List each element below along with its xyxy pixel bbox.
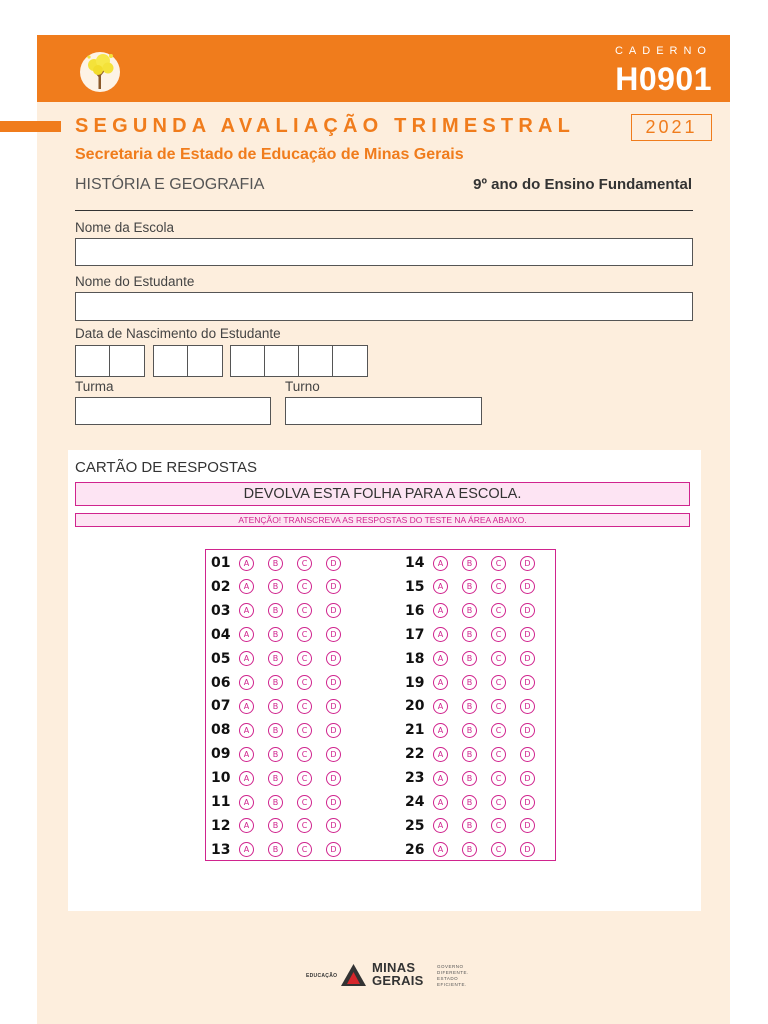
- footer-gov-slogan: [437, 964, 469, 988]
- footer-gov-line2: DIFERENTE.: [437, 970, 469, 975]
- answer-bubble-b[interactable]: B: [462, 699, 477, 714]
- question-row: [211, 768, 355, 788]
- answer-bubble-a[interactable]: A: [239, 842, 254, 857]
- birthdate-year-digit[interactable]: [333, 346, 367, 376]
- question-number: 20: [405, 698, 425, 715]
- caderno-label: CADERNO: [614, 45, 712, 57]
- answer-bubble-b[interactable]: B: [462, 842, 477, 857]
- birthdate-day-digit[interactable]: [110, 346, 144, 376]
- answer-bubble-b[interactable]: B: [268, 627, 283, 642]
- answer-bubble-a[interactable]: A: [433, 723, 448, 738]
- question-number: 15: [405, 578, 425, 595]
- answer-bubble-a[interactable]: A: [239, 771, 254, 786]
- footer-gov-line1: GOVERNO: [437, 964, 464, 969]
- answer-bubble-b[interactable]: B: [268, 651, 283, 666]
- answer-bubble-a[interactable]: A: [239, 818, 254, 833]
- question-number: 01: [211, 555, 231, 571]
- question-row: [405, 673, 549, 693]
- question-row: [405, 768, 549, 788]
- question-number: 24: [405, 794, 425, 810]
- answer-bubble-d[interactable]: D: [520, 651, 535, 666]
- question-row: [211, 577, 355, 597]
- answer-bubble-b[interactable]: B: [462, 747, 477, 762]
- question-number: 23: [405, 770, 425, 787]
- answer-card-title: CARTÃO DE RESPOSTAS: [75, 459, 257, 476]
- answer-bubble-c[interactable]: C: [297, 579, 312, 594]
- answer-bubble-d[interactable]: D: [326, 842, 341, 857]
- answer-bubble-b[interactable]: B: [268, 603, 283, 618]
- question-row: [211, 744, 355, 764]
- answer-bubble-d[interactable]: D: [326, 556, 341, 571]
- answer-bubble-a[interactable]: A: [239, 699, 254, 714]
- school-name-field[interactable]: [75, 238, 693, 266]
- answer-bubble-c[interactable]: C: [297, 723, 312, 738]
- answer-bubble-d[interactable]: D: [326, 603, 341, 618]
- answer-bubble-d[interactable]: D: [520, 699, 535, 714]
- answer-bubble-a[interactable]: A: [433, 818, 448, 833]
- answer-bubble-b[interactable]: B: [462, 579, 477, 594]
- question-number: 09: [211, 746, 231, 763]
- footer-logo: [306, 961, 476, 991]
- answer-bubble-b[interactable]: B: [462, 556, 477, 571]
- question-number: 26: [405, 841, 425, 858]
- answer-bubble-d[interactable]: D: [520, 747, 535, 762]
- footer-gov-line3: ESTADO: [437, 976, 459, 981]
- answer-bubble-c[interactable]: C: [491, 842, 506, 857]
- answer-bubble-c[interactable]: C: [491, 771, 506, 786]
- answer-bubble-a[interactable]: A: [239, 627, 254, 642]
- shift-field[interactable]: [285, 397, 482, 425]
- birthdate-day-field[interactable]: [75, 345, 145, 377]
- question-number: 17: [405, 626, 425, 643]
- question-number: 02: [211, 578, 231, 595]
- answer-bubble-c[interactable]: C: [491, 603, 506, 618]
- question-number: 03: [211, 602, 231, 619]
- answer-bubble-d[interactable]: D: [326, 579, 341, 594]
- answer-bubble-c[interactable]: C: [297, 627, 312, 642]
- question-row: [211, 673, 355, 693]
- answer-bubble-a[interactable]: A: [239, 747, 254, 762]
- footer-education-label: EDUCAÇÃO: [306, 973, 338, 979]
- shift-label: Turno: [285, 379, 320, 394]
- question-row: [211, 840, 355, 860]
- answer-bubble-d[interactable]: D: [520, 842, 535, 857]
- birthdate-year-field[interactable]: [230, 345, 368, 377]
- answer-bubble-d[interactable]: D: [520, 627, 535, 642]
- answer-bubble-b[interactable]: B: [462, 723, 477, 738]
- answer-bubble-b[interactable]: B: [462, 675, 477, 690]
- answer-bubble-d[interactable]: D: [520, 723, 535, 738]
- answer-bubble-c[interactable]: C: [297, 651, 312, 666]
- answer-bubble-d[interactable]: D: [326, 771, 341, 786]
- answer-bubble-a[interactable]: A: [239, 651, 254, 666]
- caderno-code: H0901: [615, 61, 712, 97]
- answer-bubble-d[interactable]: D: [326, 723, 341, 738]
- question-row: [405, 649, 549, 669]
- yellow-ipe-tree-logo-icon: [77, 47, 123, 95]
- answer-bubble-b[interactable]: B: [268, 579, 283, 594]
- answer-bubble-c[interactable]: C: [297, 842, 312, 857]
- answer-bubble-a[interactable]: A: [433, 651, 448, 666]
- answer-card: [68, 450, 701, 911]
- answer-bubble-d[interactable]: D: [520, 771, 535, 786]
- header-bar: [37, 35, 730, 102]
- question-row: [405, 720, 549, 740]
- question-row: [211, 601, 355, 621]
- answer-bubble-a[interactable]: A: [433, 556, 448, 571]
- answer-bubble-b[interactable]: B: [268, 699, 283, 714]
- answer-bubble-d[interactable]: D: [326, 795, 341, 810]
- answer-bubble-b[interactable]: B: [268, 818, 283, 833]
- question-row: [211, 792, 355, 812]
- answer-bubble-a[interactable]: A: [433, 675, 448, 690]
- left-accent-tab: [0, 121, 61, 132]
- answer-bubble-c[interactable]: C: [297, 603, 312, 618]
- question-row: [211, 696, 355, 716]
- answer-bubble-a[interactable]: A: [433, 771, 448, 786]
- question-number: 10: [211, 770, 231, 787]
- answer-bubble-c[interactable]: C: [491, 818, 506, 833]
- question-row: [405, 744, 549, 764]
- answer-bubble-c[interactable]: C: [297, 795, 312, 810]
- question-number: 18: [405, 650, 425, 667]
- answer-bubble-b[interactable]: B: [268, 842, 283, 857]
- answer-bubble-c[interactable]: C: [491, 723, 506, 738]
- answer-bubble-d[interactable]: D: [326, 627, 341, 642]
- birthdate-month-digit[interactable]: [154, 346, 188, 376]
- answer-bubble-a[interactable]: A: [433, 579, 448, 594]
- answer-bubble-d[interactable]: D: [520, 818, 535, 833]
- answer-bubble-b[interactable]: B: [268, 795, 283, 810]
- transcribe-notice: ATENÇÃO! TRANSCREVA AS RESPOSTAS DO TESTE NA ÁREA ABAIXO.: [75, 513, 690, 527]
- answer-bubble-d[interactable]: D: [326, 651, 341, 666]
- question-row: [405, 840, 549, 860]
- question-number: 13: [211, 841, 231, 858]
- answer-bubble-a[interactable]: A: [239, 603, 254, 618]
- answer-bubble-a[interactable]: A: [433, 795, 448, 810]
- question-number: 14: [405, 555, 425, 571]
- answer-bubble-d[interactable]: D: [520, 603, 535, 618]
- question-row: [211, 649, 355, 669]
- answer-bubble-d[interactable]: D: [326, 747, 341, 762]
- class-field[interactable]: [75, 397, 271, 425]
- question-number: 21: [405, 722, 425, 739]
- question-row: [405, 696, 549, 716]
- birthdate-month-field[interactable]: [153, 345, 223, 377]
- answer-bubble-b[interactable]: B: [462, 651, 477, 666]
- answer-bubble-b[interactable]: B: [268, 747, 283, 762]
- answer-bubble-d[interactable]: D: [520, 675, 535, 690]
- answer-bubble-d[interactable]: D: [520, 579, 535, 594]
- secretariat-name: Secretaria de Estado de Educação de Minas Gerais: [75, 146, 464, 163]
- answer-bubble-b[interactable]: B: [268, 556, 283, 571]
- answer-bubble-d[interactable]: D: [326, 818, 341, 833]
- birthdate-year-digit[interactable]: [265, 346, 299, 376]
- question-row: [405, 601, 549, 621]
- answer-bubble-a[interactable]: A: [433, 627, 448, 642]
- question-row: [405, 553, 549, 573]
- class-label: Turma: [75, 379, 114, 394]
- question-row: [211, 720, 355, 740]
- answer-grid: [205, 549, 556, 861]
- question-number: 19: [405, 674, 425, 691]
- answer-bubble-c[interactable]: C: [491, 795, 506, 810]
- answer-bubble-c[interactable]: C: [491, 747, 506, 762]
- answer-bubble-c[interactable]: C: [491, 675, 506, 690]
- answer-bubble-a[interactable]: A: [433, 842, 448, 857]
- footer-gov-line4: EFICIENTE.: [437, 982, 467, 987]
- question-number: 25: [405, 817, 425, 834]
- answer-bubble-b[interactable]: B: [462, 627, 477, 642]
- question-row: [211, 553, 355, 573]
- question-number: 07: [211, 698, 231, 715]
- answer-bubble-d[interactable]: D: [520, 795, 535, 810]
- answer-bubble-b[interactable]: B: [268, 723, 283, 738]
- question-row: [405, 792, 549, 812]
- school-name-label: Nome da Escola: [75, 220, 175, 235]
- answer-bubble-c[interactable]: C: [297, 771, 312, 786]
- answer-bubble-a[interactable]: A: [433, 747, 448, 762]
- answer-bubble-c[interactable]: C: [297, 747, 312, 762]
- footer-brand-line2: GERAIS: [372, 973, 424, 988]
- question-row: [405, 625, 549, 645]
- answer-bubble-c[interactable]: C: [491, 627, 506, 642]
- answer-bubble-b[interactable]: B: [268, 771, 283, 786]
- answer-bubble-a[interactable]: A: [239, 556, 254, 571]
- question-row: [211, 816, 355, 836]
- footer-brand-line1: MINAS: [372, 960, 416, 975]
- answer-bubble-a[interactable]: A: [433, 603, 448, 618]
- answer-bubble-c[interactable]: C: [297, 699, 312, 714]
- question-number: 16: [405, 602, 425, 619]
- birthdate-year-digit[interactable]: [299, 346, 333, 376]
- question-number: 04: [211, 626, 231, 643]
- answer-bubble-c[interactable]: C: [297, 675, 312, 690]
- question-number: 06: [211, 674, 231, 691]
- answer-bubble-b[interactable]: B: [462, 603, 477, 618]
- answer-bubble-b[interactable]: B: [462, 771, 477, 786]
- minas-gerais-triangle-icon: [340, 963, 367, 987]
- header-divider: [75, 210, 693, 211]
- answer-bubble-c[interactable]: C: [491, 651, 506, 666]
- answer-bubble-a[interactable]: A: [239, 723, 254, 738]
- answer-bubble-c[interactable]: C: [491, 556, 506, 571]
- exam-title: SEGUNDA AVALIAÇÃO TRIMESTRAL: [75, 115, 576, 137]
- year-badge: 2021: [631, 114, 712, 141]
- answer-bubble-b[interactable]: B: [462, 818, 477, 833]
- question-number: 08: [211, 722, 231, 739]
- answer-bubble-a[interactable]: A: [239, 795, 254, 810]
- question-number: 22: [405, 746, 425, 763]
- answer-bubble-d[interactable]: D: [520, 556, 535, 571]
- question-row: [405, 816, 549, 836]
- answer-bubble-d[interactable]: D: [326, 699, 341, 714]
- student-name-field[interactable]: [75, 292, 693, 321]
- answer-bubble-b[interactable]: B: [462, 795, 477, 810]
- question-row: [405, 577, 549, 597]
- birthdate-label: Data de Nascimento do Estudante: [75, 326, 281, 341]
- answer-bubble-a[interactable]: A: [239, 675, 254, 690]
- answer-bubble-c[interactable]: C: [491, 699, 506, 714]
- subject-name: HISTÓRIA E GEOGRAFIA: [75, 176, 265, 193]
- answer-bubble-a[interactable]: A: [239, 579, 254, 594]
- answer-bubble-c[interactable]: C: [491, 579, 506, 594]
- return-sheet-banner: DEVOLVA ESTA FOLHA PARA A ESCOLA.: [75, 482, 690, 506]
- question-number: 11: [211, 794, 231, 810]
- footer-brand: [372, 961, 424, 987]
- answer-bubble-c[interactable]: C: [297, 556, 312, 571]
- answer-bubble-c[interactable]: C: [297, 818, 312, 833]
- question-number: 05: [211, 650, 231, 667]
- answer-bubble-a[interactable]: A: [433, 699, 448, 714]
- birthdate-day-digit[interactable]: [76, 346, 110, 376]
- answer-bubble-d[interactable]: D: [326, 675, 341, 690]
- question-row: [211, 625, 355, 645]
- question-number: 12: [211, 817, 231, 834]
- student-name-label: Nome do Estudante: [75, 274, 195, 289]
- answer-bubble-b[interactable]: B: [268, 675, 283, 690]
- grade-level: 9º ano do Ensino Fundamental: [473, 176, 692, 193]
- birthdate-month-digit[interactable]: [188, 346, 222, 376]
- birthdate-year-digit[interactable]: [231, 346, 265, 376]
